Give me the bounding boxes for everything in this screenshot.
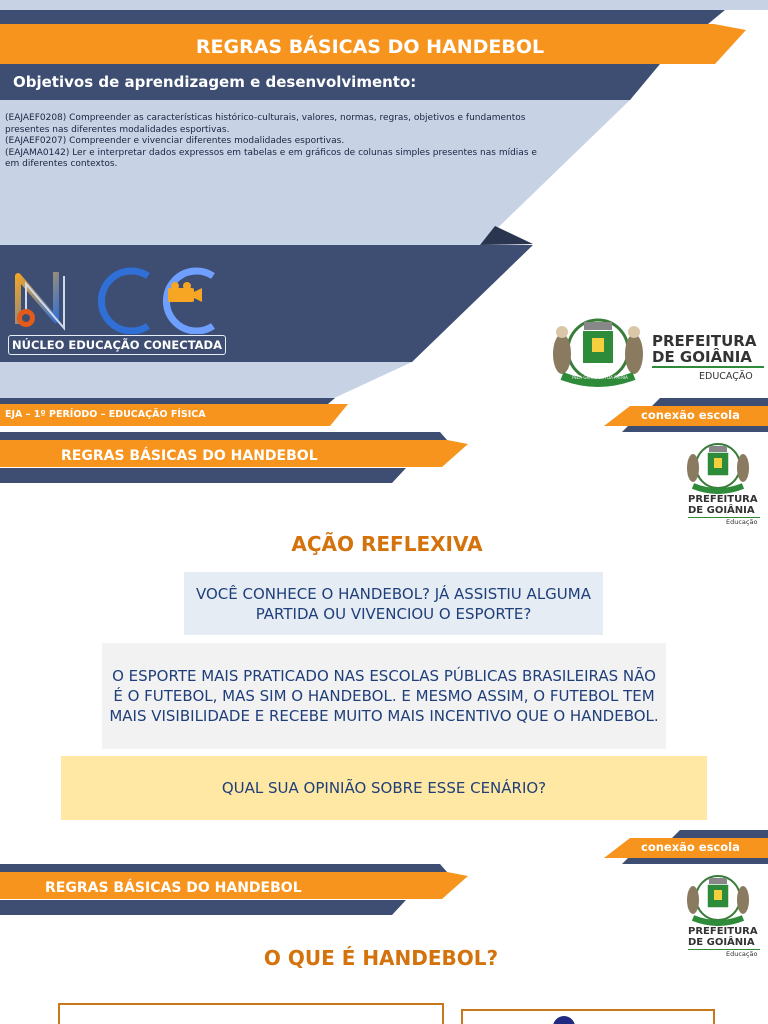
objective-item: (EAJAEF0208) Compreender as características histórico-culturais, valores, normas, regras, objetivos e fundamentos presentes nas diferentes modalidades esportivas. xyxy=(5,113,526,135)
opinion-box xyxy=(61,756,707,820)
opinion-text: QUAL SUA OPINIÃO SOBRE ESSE CENÁRIO? xyxy=(221,779,547,797)
acao-reflexiva-heading: AÇÃO REFLEXIVA xyxy=(291,532,483,556)
objectives-list xyxy=(5,113,540,171)
objective-item: (EAJAEF0207) Compreender e vivenciar diferentes modalidades esportivas. xyxy=(5,136,345,146)
objectives-heading: Objetivos de aprendizagem e desenvolvimento: xyxy=(13,73,417,91)
statement-text: O ESPORTE MAIS PRATICADO NAS ESCOLAS PÚBLICAS BRASILEIRAS NÃO É O FUTEBOL, MAS SIM O HANDEBOL. E MESMO ASSIM, O FUTEBOL TEM MAIS VISIBILIDADE E RECEBE MUITO MAIS INCENTIVO QUE O HANDEBOL. xyxy=(109,667,659,725)
conexao-escola-logo: conexão escola xyxy=(641,840,740,854)
prefeitura-name-line1: PREFEITURA xyxy=(688,926,758,937)
nec-logo-graphic xyxy=(8,262,230,334)
prefeitura-name-line1: PREFEITURA xyxy=(688,494,758,505)
conexao-escola-logo: conexão escola xyxy=(641,408,740,422)
question-text: VOCÊ CONHECE O HANDEBOL? JÁ ASSISTIU ALGUMA PARTIDA OU VIVENCIOU O ESPORTE? xyxy=(196,584,591,623)
footer-course-label: EJA – 1º PERÍODO – EDUCAÇÃO FÍSICA xyxy=(5,409,206,420)
o-que-e-handebol-heading: O QUE É HANDEBOL? xyxy=(263,946,499,970)
goiania-seal-small-icon xyxy=(684,868,752,926)
slide-2-banner-title: REGRAS BÁSICAS DO HANDEBOL xyxy=(61,448,318,464)
prefeitura-name-line2: DE GOIÂNIA xyxy=(652,348,752,366)
prefeitura-name-line2: DE GOIÂNIA xyxy=(688,937,755,948)
statement-box xyxy=(102,643,666,749)
prefeitura-dept: Educação xyxy=(726,518,758,526)
slide-3 xyxy=(0,864,768,1024)
slide-1 xyxy=(0,0,768,432)
prefeitura-name-line1: PREFEITURA xyxy=(652,332,757,350)
seal-motto: PELA GRANDEZA DA PÁTRIA xyxy=(572,375,628,380)
slide-1-title: REGRAS BÁSICAS DO HANDEBOL xyxy=(195,36,545,58)
prefeitura-underline xyxy=(652,366,764,368)
objective-item: (EAJAMA0142) Ler e interpretar dados expressos em tabelas e em gráficos de colunas simples presentes nas mídias e em diferentes contextos. xyxy=(5,147,537,169)
prefeitura-name-line2: DE GOIÂNIA xyxy=(688,505,755,516)
slide-3-banner-title: REGRAS BÁSICAS DO HANDEBOL xyxy=(45,880,302,896)
prefeitura-dept: EDUCAÇÃO xyxy=(699,371,753,382)
nec-logo xyxy=(8,262,230,358)
question-box xyxy=(184,572,603,635)
prefeitura-dept: Educação xyxy=(726,950,758,958)
slide-2 xyxy=(0,432,768,864)
content-box-left xyxy=(58,1003,444,1024)
nec-caption: NÚCLEO EDUCAÇÃO CONECTADA xyxy=(12,338,222,352)
goiania-seal-small-icon xyxy=(684,436,752,494)
content-box-right xyxy=(461,1009,715,1024)
